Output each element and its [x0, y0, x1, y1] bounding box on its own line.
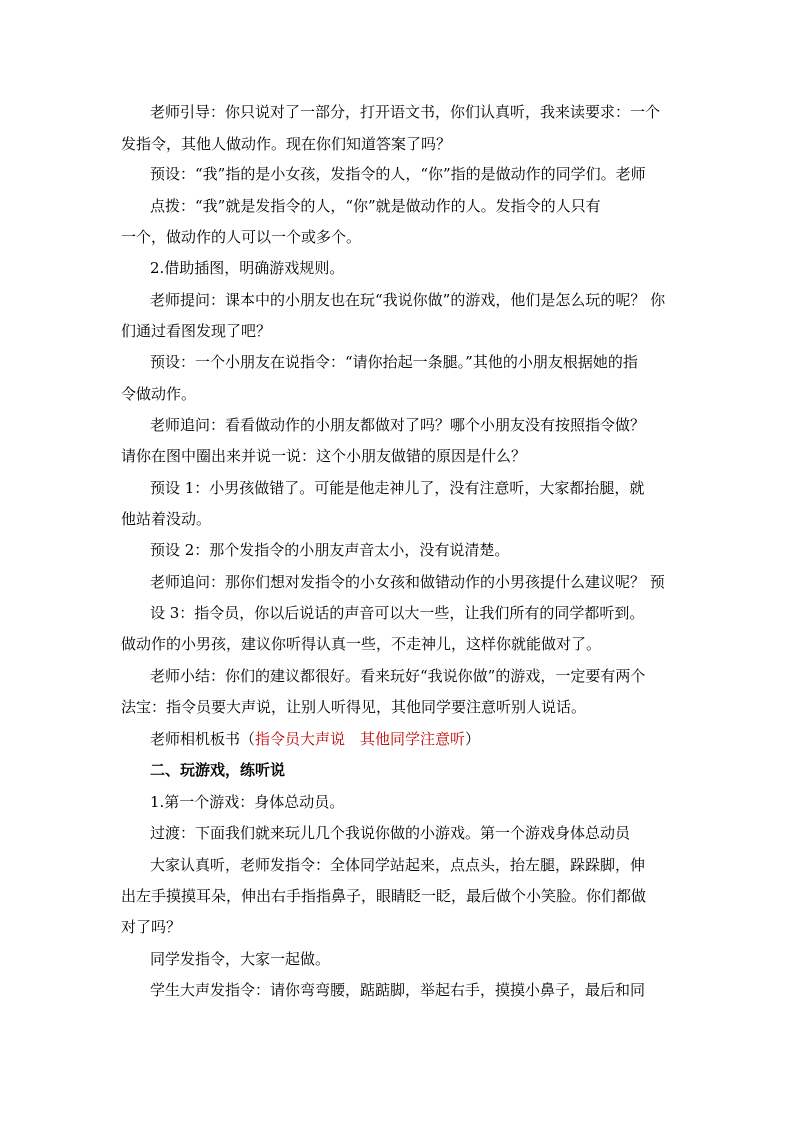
board-note-suffix: ）: [465, 730, 481, 748]
text-line-27: 对了吗？: [121, 918, 182, 936]
text-line-25: 大家认真听，老师发指令：全体同学站起来，点点头，抬左腿，跺跺脚，伸: [150, 856, 646, 874]
text-line-8: 们通过看图发现了吧？: [121, 322, 272, 340]
text-line-28: 同学发指令，大家一起做。: [150, 950, 331, 968]
text-line-13: 预设 1：小男孩做错了。可能是他走神儿了，没有注意听，大家都抬腿，就: [150, 479, 645, 497]
text-line-14: 他站着没动。: [121, 510, 212, 528]
text-line-20: 法宝：指令员要大声说，让别人听得见，其他同学要注意听别人说话。: [121, 698, 587, 716]
text-line-11: 老师追问：看看做动作的小朋友都做对了吗？哪个小朋友没有按照指令做？: [150, 416, 646, 434]
text-line-17: 设 3：指令员，你以后说话的声音可以大一些，让我们所有的同学都听到。: [150, 604, 645, 622]
text-line-29: 学生大声发指令：请你弯弯腰，踮踮脚，举起右手，摸摸小鼻子，最后和同: [150, 981, 646, 999]
text-line-1: 老师引导：你只说对了一部分，打开语文书，你们认真听，我来读要求：一个: [150, 103, 661, 121]
text-line-18: 做动作的小男孩，建议你听得认真一些，不走神儿，这样你就能做对了。: [121, 635, 602, 653]
text-line-21: [150, 729, 480, 749]
text-line-24: 过渡：下面我们就来玩儿几个我说你做的小游戏。第一个游戏身体总动员: [150, 824, 631, 842]
text-line-10: 令做动作。: [121, 385, 197, 403]
text-line-3: 预设：“我”指的是小女孩，发指令的人，“你”指的是做动作的同学们。老师: [150, 165, 646, 183]
text-line-2: 发指令，其他人做动作。现在你们知道答案了吗？: [121, 135, 452, 153]
text-line-6: 2.借助插图，明确游戏规则。: [150, 259, 345, 277]
text-line-9: 预设：一个小朋友在说指令：“请你抬起一条腿。”其他的小朋友根据她的指: [150, 353, 638, 371]
text-line-23: 1.第一个游戏：身体总动员。: [150, 793, 345, 811]
text-line-7: 老师提问：课本中的小朋友也在玩“我说你做”的游戏，他们是怎么玩的呢？ 你: [150, 291, 666, 309]
text-line-12: 请你在图中圈出来并说一说：这个小朋友做错的原因是什么？: [121, 447, 527, 465]
section-heading: 二、玩游戏，练听说: [150, 761, 286, 779]
board-note-prefix: 老师相机板书（: [150, 730, 256, 748]
text-line-16: 老师追问：那你们想对发指令的小女孩和做错动作的小男孩提什么建议呢？ 预: [150, 573, 665, 591]
text-line-26: 出左手摸摸耳朵，伸出右手指指鼻子，眼睛眨一眨，最后做个小笑脸。你们都做: [121, 887, 647, 905]
text-line-19: 老师小结：你们的建议都很好。看来玩好“我说你做”的游戏，一定要有两个: [150, 667, 646, 685]
text-line-4: 点拨：“我”就是发指令的人，“你”就是做动作的人。发指令的人只有: [150, 197, 601, 215]
text-line-5: 一个，做动作的人可以一个或多个。: [121, 228, 362, 246]
text-line-15: 预设 2：那个发指令的小朋友声音太小，没有说清楚。: [150, 541, 510, 559]
board-note-highlight: 指令员大声说 其他同学注意听: [255, 730, 466, 748]
